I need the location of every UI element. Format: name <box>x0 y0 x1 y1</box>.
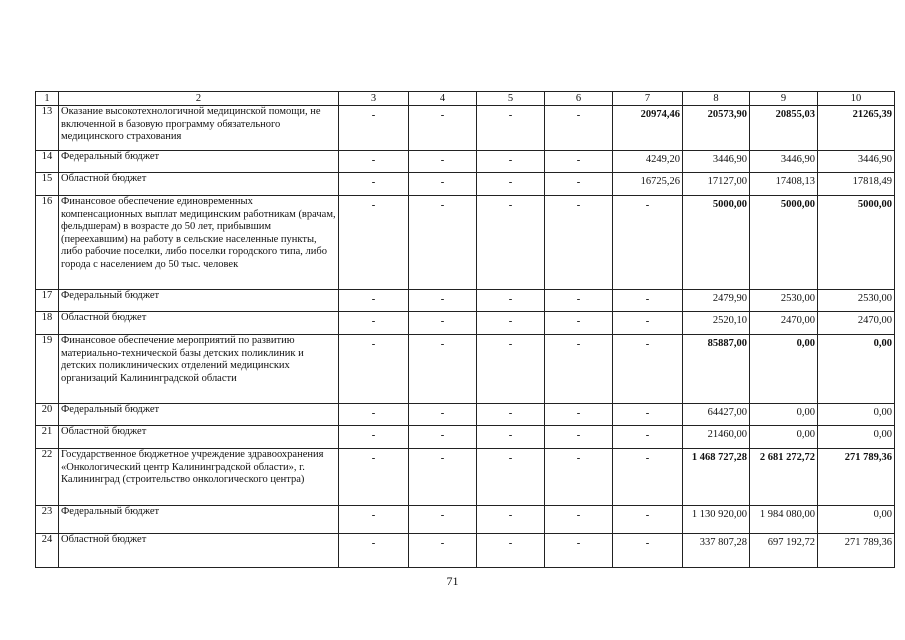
cell-c7 <box>613 312 683 335</box>
cell-c10-text: 0,00 <box>873 509 892 520</box>
row-name-text: Областной бюджет <box>61 426 147 437</box>
cell-c9-text: 17408,13 <box>775 176 815 187</box>
cell-c8 <box>683 312 750 335</box>
cell-c7 <box>613 506 683 534</box>
cell-c7-text: 4249,20 <box>645 154 680 165</box>
row-name <box>59 534 339 568</box>
cell-c6 <box>545 335 613 404</box>
row-name-text: Федеральный бюджет <box>61 404 160 415</box>
cell-c5 <box>477 312 545 335</box>
row-name-text: Областной бюджет <box>61 534 147 545</box>
cell-c6 <box>545 290 613 312</box>
cell-c5-text: - <box>508 200 513 211</box>
cell-c8-text: 1 468 727,28 <box>691 452 747 463</box>
cell-c4-text: - <box>440 453 445 464</box>
cell-c6 <box>545 312 613 335</box>
cell-c4-text: - <box>440 538 445 549</box>
cell-c9 <box>750 151 818 173</box>
row-name-text: Федеральный бюджет <box>61 506 160 517</box>
cell-c8-text: 20573,90 <box>707 109 747 120</box>
cell-c9 <box>750 312 818 335</box>
row-number <box>36 312 59 335</box>
cell-c5-text: - <box>508 510 513 521</box>
cell-c9-text: 0,00 <box>796 429 815 440</box>
cell-c5 <box>477 151 545 173</box>
row-name <box>59 196 339 290</box>
cell-c8 <box>683 534 750 568</box>
cell-c9 <box>750 426 818 449</box>
cell-c8-text: 2479,90 <box>712 293 747 304</box>
table-row <box>36 335 895 404</box>
cell-c5-text: - <box>508 408 513 419</box>
cell-c10 <box>818 404 895 426</box>
table-row <box>36 196 895 290</box>
cell-c4-text: - <box>440 430 445 441</box>
cell-c8 <box>683 426 750 449</box>
cell-c9-text: 2470,00 <box>780 315 815 326</box>
row-number <box>36 534 59 568</box>
cell-c4-text: - <box>440 339 445 350</box>
cell-c6-text: - <box>576 110 581 121</box>
cell-c6 <box>545 506 613 534</box>
row-number-text: 18 <box>41 312 53 323</box>
row-number-text: 17 <box>41 290 53 301</box>
cell-c8-text: 5000,00 <box>712 199 747 210</box>
cell-c8-text: 3446,90 <box>712 154 747 165</box>
cell-c5 <box>477 426 545 449</box>
cell-c6 <box>545 404 613 426</box>
cell-c9-text: 1 984 080,00 <box>759 509 815 520</box>
cell-c4 <box>409 196 477 290</box>
cell-c3 <box>339 312 409 335</box>
table-row <box>36 426 895 449</box>
cell-c3-text: - <box>371 538 376 549</box>
table-row <box>36 290 895 312</box>
cell-c10-text: 0,00 <box>873 338 892 349</box>
cell-c9 <box>750 173 818 196</box>
row-number-text: 19 <box>41 335 53 346</box>
row-name-text: Федеральный бюджет <box>61 290 160 301</box>
row-number <box>36 196 59 290</box>
cell-c6-text: - <box>576 453 581 464</box>
header-col-8: 8 <box>683 92 750 106</box>
row-name-text: Финансовое обеспечение единовременных компенсационных выплат медицинским работникам (врачам, фельдшерам) в возрасте до 50 лет, прибывшим (переехавшим) на работу в сельские населенные пункты, либо рабочие поселки, либо поселки городского типа, либо города с населением до 50 тыс. человек <box>61 196 336 270</box>
row-number-text: 13 <box>41 106 53 117</box>
cell-c3 <box>339 506 409 534</box>
row-number-text: 20 <box>41 404 53 415</box>
cell-c7-text: - <box>645 200 650 211</box>
row-number-text: 16 <box>41 196 53 207</box>
cell-c7-text: 16725,26 <box>640 176 680 187</box>
cell-c10-text: 5000,00 <box>857 199 892 210</box>
cell-c6-text: - <box>576 200 581 211</box>
cell-c4 <box>409 106 477 151</box>
cell-c9-text: 5000,00 <box>780 199 815 210</box>
cell-c5 <box>477 404 545 426</box>
cell-c10 <box>818 426 895 449</box>
row-number <box>36 426 59 449</box>
cell-c6 <box>545 449 613 506</box>
row-name <box>59 173 339 196</box>
cell-c10 <box>818 151 895 173</box>
cell-c8 <box>683 290 750 312</box>
cell-c10-text: 2470,00 <box>857 315 892 326</box>
cell-c5 <box>477 290 545 312</box>
row-number-text: 21 <box>41 426 53 437</box>
cell-c5 <box>477 449 545 506</box>
cell-c6-text: - <box>576 408 581 419</box>
cell-c8 <box>683 404 750 426</box>
cell-c7 <box>613 449 683 506</box>
cell-c3 <box>339 534 409 568</box>
cell-c7 <box>613 426 683 449</box>
cell-c5 <box>477 335 545 404</box>
cell-c4 <box>409 404 477 426</box>
row-number-text: 15 <box>41 173 53 184</box>
cell-c3 <box>339 173 409 196</box>
cell-c6 <box>545 173 613 196</box>
cell-c7-text: - <box>645 408 650 419</box>
cell-c4-text: - <box>440 316 445 327</box>
cell-c10 <box>818 196 895 290</box>
row-name-text: Финансовое обеспечение мероприятий по развитию материально-технической базы детских поликлиник и детских поликлинических отделений медицинских организаций Калининградской области <box>61 335 304 384</box>
cell-c5-text: - <box>508 430 513 441</box>
row-name <box>59 404 339 426</box>
cell-c10-text: 0,00 <box>873 429 892 440</box>
cell-c8-text: 85887,00 <box>707 338 747 349</box>
cell-c3-text: - <box>371 294 376 305</box>
cell-c5 <box>477 506 545 534</box>
row-name-text: Областной бюджет <box>61 173 147 184</box>
cell-c3 <box>339 426 409 449</box>
row-number <box>36 290 59 312</box>
cell-c3-text: - <box>371 430 376 441</box>
header-col-7: 7 <box>613 92 683 106</box>
table-row <box>36 534 895 568</box>
cell-c8-text: 1 130 920,00 <box>691 509 747 520</box>
table-body <box>36 106 895 568</box>
cell-c3-text: - <box>371 408 376 419</box>
row-name <box>59 426 339 449</box>
cell-c10-text: 3446,90 <box>857 154 892 165</box>
cell-c4 <box>409 426 477 449</box>
row-number-text: 23 <box>41 506 53 517</box>
header-col-5: 5 <box>477 92 545 106</box>
cell-c10 <box>818 449 895 506</box>
row-number <box>36 449 59 506</box>
cell-c9 <box>750 106 818 151</box>
header-col-3: 3 <box>339 92 409 106</box>
cell-c5 <box>477 173 545 196</box>
cell-c8-text: 2520,10 <box>712 315 747 326</box>
row-name-text: Федеральный бюджет <box>61 151 160 162</box>
cell-c6 <box>545 426 613 449</box>
cell-c3 <box>339 449 409 506</box>
cell-c3-text: - <box>371 177 376 188</box>
row-number <box>36 335 59 404</box>
row-number <box>36 106 59 151</box>
cell-c3 <box>339 404 409 426</box>
cell-c9-text: 2 681 272,72 <box>759 452 815 463</box>
cell-c6-text: - <box>576 155 581 166</box>
row-name-text: Оказание высокотехнологичной медицинской помощи, не включенной в базовую программу обязательного медицинского страхования <box>61 106 321 142</box>
cell-c7 <box>613 335 683 404</box>
table-row <box>36 151 895 173</box>
cell-c6-text: - <box>576 538 581 549</box>
cell-c7 <box>613 404 683 426</box>
cell-c5-text: - <box>508 538 513 549</box>
budget-table <box>35 91 895 568</box>
cell-c10 <box>818 290 895 312</box>
cell-c3-text: - <box>371 316 376 327</box>
table-row <box>36 173 895 196</box>
cell-c8 <box>683 151 750 173</box>
row-number <box>36 151 59 173</box>
cell-c4 <box>409 506 477 534</box>
cell-c9-text: 3446,90 <box>780 154 815 165</box>
cell-c5 <box>477 196 545 290</box>
cell-c10 <box>818 312 895 335</box>
header-row <box>36 92 895 106</box>
cell-c10 <box>818 335 895 404</box>
cell-c3 <box>339 151 409 173</box>
cell-c6-text: - <box>576 510 581 521</box>
header-col-2: 2 <box>59 92 339 106</box>
cell-c10-text: 271 789,36 <box>844 537 892 548</box>
header-col-4: 4 <box>409 92 477 106</box>
row-name <box>59 151 339 173</box>
cell-c6 <box>545 196 613 290</box>
cell-c8-text: 17127,00 <box>707 176 747 187</box>
cell-c5-text: - <box>508 177 513 188</box>
cell-c8-text: 337 807,28 <box>699 537 747 548</box>
row-name <box>59 335 339 404</box>
cell-c7-text: 20974,46 <box>640 109 680 120</box>
cell-c4-text: - <box>440 177 445 188</box>
cell-c6-text: - <box>576 316 581 327</box>
cell-c6 <box>545 534 613 568</box>
page-number: 71 <box>446 574 459 588</box>
cell-c7-text: - <box>645 339 650 350</box>
cell-c6 <box>545 106 613 151</box>
cell-c5-text: - <box>508 110 513 121</box>
cell-c3 <box>339 290 409 312</box>
header-col-1: 1 <box>36 92 59 106</box>
header-col-6: 6 <box>545 92 613 106</box>
cell-c4 <box>409 534 477 568</box>
cell-c6-text: - <box>576 294 581 305</box>
cell-c7-text: - <box>645 294 650 305</box>
cell-c3 <box>339 106 409 151</box>
cell-c4-text: - <box>440 510 445 521</box>
cell-c4 <box>409 312 477 335</box>
cell-c8 <box>683 173 750 196</box>
row-name-text: Государственное бюджетное учреждение здравоохранения «Онкологический центр Калининградской области», г. Калининград (строительство онкологического центра) <box>61 449 324 485</box>
cell-c9 <box>750 404 818 426</box>
table-row <box>36 449 895 506</box>
cell-c5 <box>477 106 545 151</box>
cell-c7-text: - <box>645 510 650 521</box>
cell-c4-text: - <box>440 200 445 211</box>
cell-c5-text: - <box>508 294 513 305</box>
cell-c10-text: 21265,39 <box>852 109 892 120</box>
cell-c9-text: 697 192,72 <box>767 537 815 548</box>
cell-c4-text: - <box>440 294 445 305</box>
cell-c5-text: - <box>508 316 513 327</box>
cell-c4-text: - <box>440 155 445 166</box>
cell-c3-text: - <box>371 510 376 521</box>
row-number <box>36 404 59 426</box>
cell-c4 <box>409 290 477 312</box>
cell-c10-text: 2530,00 <box>857 293 892 304</box>
cell-c3-text: - <box>371 110 376 121</box>
cell-c3-text: - <box>371 155 376 166</box>
cell-c8-text: 21460,00 <box>707 429 747 440</box>
cell-c10 <box>818 106 895 151</box>
cell-c6-text: - <box>576 177 581 188</box>
table-row <box>36 312 895 335</box>
cell-c7 <box>613 196 683 290</box>
cell-c7-text: - <box>645 538 650 549</box>
cell-c3-text: - <box>371 339 376 350</box>
row-number-text: 24 <box>41 534 53 545</box>
cell-c7 <box>613 173 683 196</box>
cell-c9 <box>750 449 818 506</box>
cell-c8 <box>683 106 750 151</box>
row-number <box>36 173 59 196</box>
cell-c5-text: - <box>508 453 513 464</box>
cell-c9 <box>750 506 818 534</box>
cell-c10-text: 17818,49 <box>852 176 892 187</box>
cell-c3-text: - <box>371 453 376 464</box>
cell-c9 <box>750 534 818 568</box>
cell-c9-text: 0,00 <box>796 338 815 349</box>
cell-c8 <box>683 449 750 506</box>
row-number-text: 14 <box>41 151 53 162</box>
row-name <box>59 449 339 506</box>
cell-c9 <box>750 196 818 290</box>
cell-c10 <box>818 534 895 568</box>
cell-c4-text: - <box>440 110 445 121</box>
cell-c7 <box>613 151 683 173</box>
cell-c9-text: 20855,03 <box>775 109 815 120</box>
cell-c9 <box>750 290 818 312</box>
cell-c8 <box>683 335 750 404</box>
cell-c4 <box>409 173 477 196</box>
row-number-text: 22 <box>41 449 53 460</box>
cell-c7 <box>613 106 683 151</box>
cell-c10 <box>818 173 895 196</box>
cell-c3-text: - <box>371 200 376 211</box>
header-col-9: 9 <box>750 92 818 106</box>
table-row <box>36 506 895 534</box>
cell-c9-text: 2530,00 <box>780 293 815 304</box>
cell-c5-text: - <box>508 155 513 166</box>
row-name <box>59 312 339 335</box>
cell-c7 <box>613 290 683 312</box>
row-name <box>59 506 339 534</box>
cell-c4-text: - <box>440 408 445 419</box>
cell-c10-text: 271 789,36 <box>844 452 892 463</box>
row-name-text: Областной бюджет <box>61 312 147 323</box>
cell-c6-text: - <box>576 339 581 350</box>
table-row <box>36 404 895 426</box>
cell-c10-text: 0,00 <box>873 407 892 418</box>
cell-c6 <box>545 151 613 173</box>
cell-c4 <box>409 335 477 404</box>
cell-c10 <box>818 506 895 534</box>
row-number <box>36 506 59 534</box>
cell-c7-text: - <box>645 316 650 327</box>
cell-c7-text: - <box>645 453 650 464</box>
cell-c4 <box>409 449 477 506</box>
cell-c5-text: - <box>508 339 513 350</box>
cell-c8 <box>683 506 750 534</box>
cell-c3 <box>339 196 409 290</box>
row-name <box>59 106 339 151</box>
cell-c9-text: 0,00 <box>796 407 815 418</box>
cell-c6-text: - <box>576 430 581 441</box>
cell-c4 <box>409 151 477 173</box>
cell-c8-text: 64427,00 <box>707 407 747 418</box>
cell-c7 <box>613 534 683 568</box>
cell-c8 <box>683 196 750 290</box>
cell-c5 <box>477 534 545 568</box>
cell-c7-text: - <box>645 430 650 441</box>
header-col-10: 10 <box>818 92 895 106</box>
row-name <box>59 290 339 312</box>
table-row <box>36 106 895 151</box>
cell-c3 <box>339 335 409 404</box>
cell-c9 <box>750 335 818 404</box>
